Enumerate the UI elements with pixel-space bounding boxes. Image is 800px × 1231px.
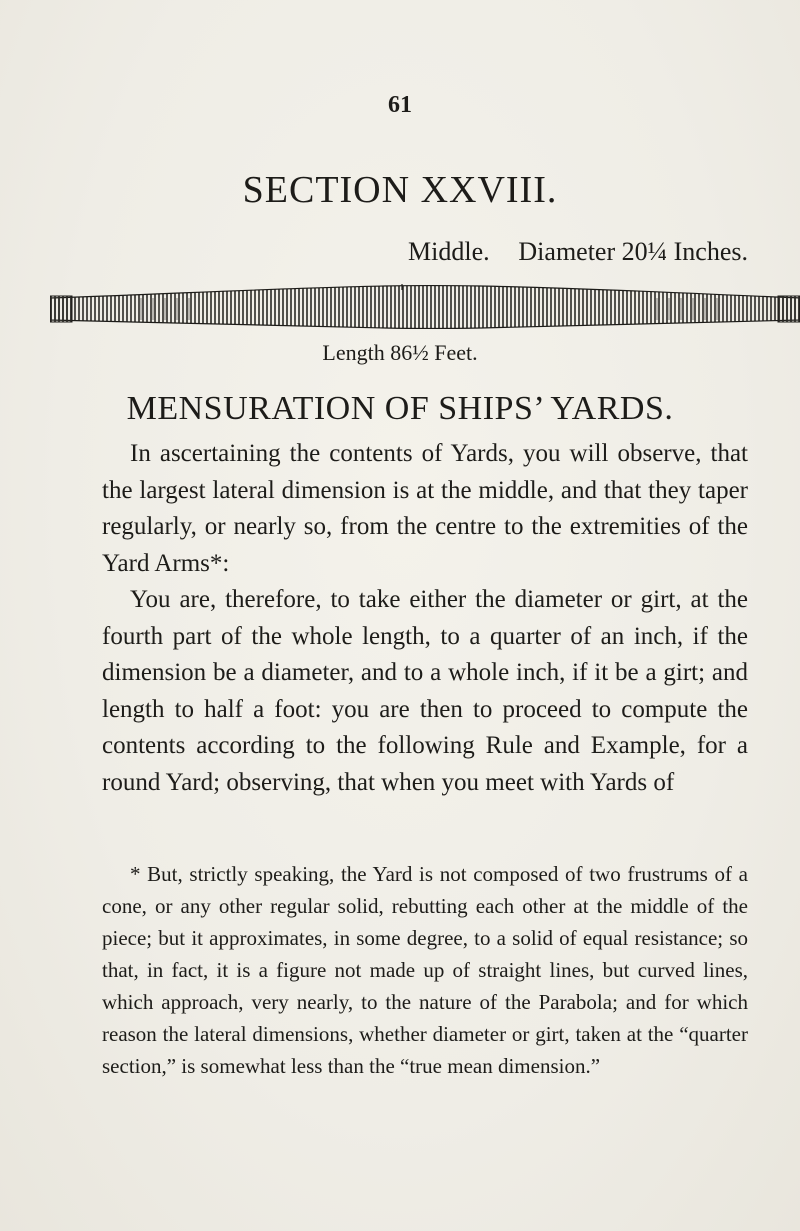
page-number: 61 (388, 92, 412, 118)
yard-figure-top-caption (408, 237, 748, 267)
main-heading: MENSURATION OF SHIPS’ YARDS. (126, 390, 674, 427)
section-title: SECTION XXVIII. (242, 169, 558, 211)
ship-yard-illustration (50, 284, 800, 330)
body-text (102, 436, 748, 801)
diameter-label: Diameter 20¼ Inches. (518, 237, 748, 266)
middle-label: Middle. (408, 237, 490, 266)
yard-arm-left (50, 296, 72, 322)
footnote (102, 858, 748, 1082)
yard-arm-right (778, 296, 800, 322)
paragraph-1: In ascertaining the contents of Yards, you will observe, that the largest lateral dimension is at the middle, and that they taper regularly, or nearly so, from the centre to the extremities of the Yard Arms*: (102, 440, 748, 577)
length-label: Length 86½ Feet. (322, 340, 478, 365)
paragraph-2: You are, therefore, to take either the diameter or girt, at the fourth part of the whole length, to a quarter of an inch, if the dimension be a diameter, and to a whole inch, if it be a girt; and length to half a foot: you are then to proceed to compute the contents according to the following Rule and Example, for a round Yard; observing, that when you meet with Yards of (102, 586, 748, 796)
footnote-text: * But, strictly speaking, the Yard is not composed of two frustrums of a cone, or any other regular solid, rebutting each other at the middle of the piece; but it approximates, in some degree, to a solid of equal resistance; so that, in fact, it is a figure not made up of straight lines, but curved lines, which approach, very nearly, to the nature of the Parabola; and for which reason the lateral dimensions, whether diameter or girt, taken at the “quarter section,” is somewhat less than the “true mean dimension.” (102, 862, 748, 1078)
